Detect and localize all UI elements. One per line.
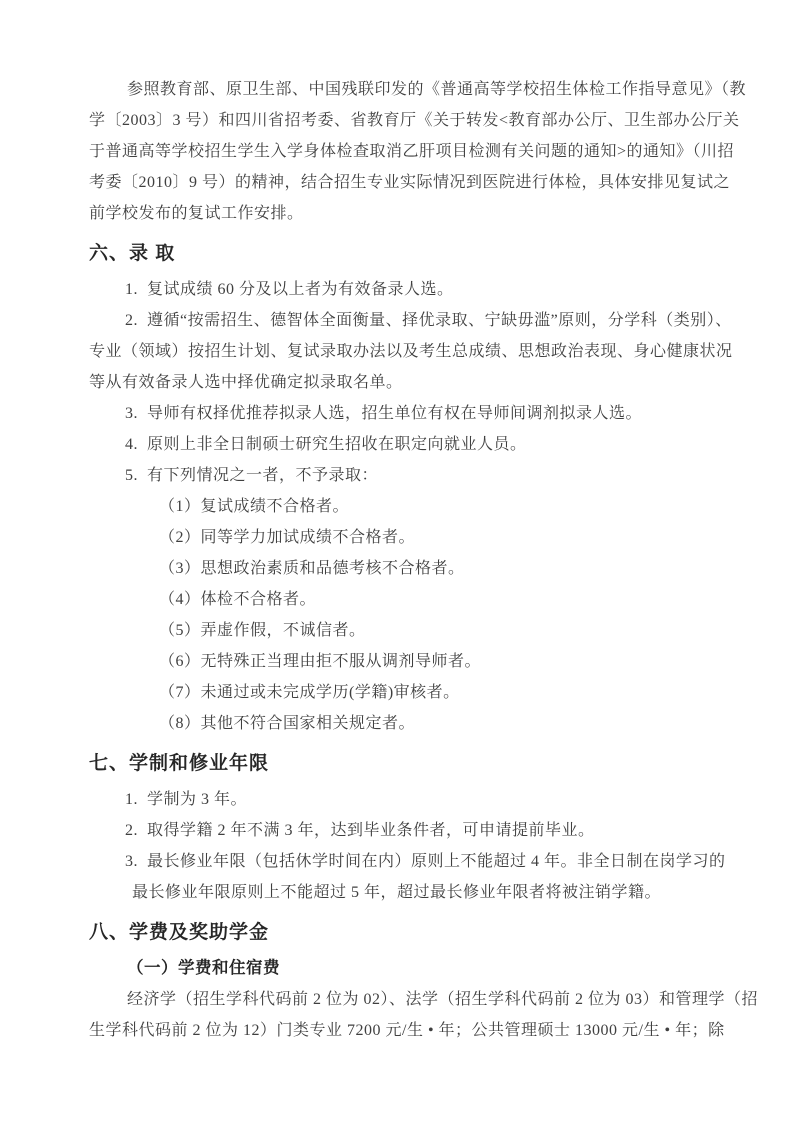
intro-line: 前学校发布的复试工作安排。	[89, 205, 304, 222]
sub-list-item: （3）思想政治素质和品德考核不合格者。	[159, 560, 465, 577]
fee-paragraph-line: 生学科代码前 2 位为 12）门类专业 7200 元/生 • 年；公共管理硕士 13000 元/生 • 年；除	[89, 1022, 725, 1039]
sub-list-item: （2）同等学力加试成绩不合格者。	[159, 529, 416, 546]
sub-list-item: （4）体检不合格者。	[159, 591, 317, 608]
list-item: 3. 最长修业年限（包括休学时间在内）原则上不能超过 4 年。非全日制在岗学习的	[125, 853, 726, 870]
list-item: 3. 导师有权择优推荐拟录人选，招生单位有权在导师间调剂拟录人选。	[125, 405, 643, 422]
section-duration-heading: 七、学制和修业年限	[89, 753, 270, 774]
sub-list-item: （6）无特殊正当理由拒不服从调剂导师者。	[159, 653, 482, 670]
sub-list-item: （8）其他不符合国家相关规定者。	[159, 715, 416, 732]
intro-line: 于普通高等学校招生学生入学身体检查取消乙肝项目检测有关问题的通知>的通知》（川招	[89, 143, 735, 160]
list-item: 1. 复试成绩 60 分及以上者为有效备录人选。	[125, 281, 454, 298]
list-item: 1. 学制为 3 年。	[125, 791, 248, 808]
list-item-continuation: 等从有效备录人选中择优确定拟录取名单。	[89, 374, 403, 391]
list-item-continuation: 专业（领域）按招生计划、复试录取办法以及考生总成绩、思想政治表现、身心健康状况	[89, 343, 733, 360]
list-item: 2. 取得学籍 2 年不满 3 年，达到毕业条件者，可申请提前毕业。	[125, 822, 595, 839]
section-tuition-heading: 八、学费及奖助学金	[89, 922, 270, 943]
list-item-continuation: 最长修业年限原则上不能超过 5 年，超过最长修业年限者将被注销学籍。	[132, 884, 662, 901]
intro-line: 学〔2003〕3 号）和四川省招考委、省教育厅《关于转发<教育部办公厅、卫生部办公厅关	[89, 112, 740, 129]
intro-line: 考委〔2010〕9 号）的精神，结合招生专业实际情况到医院进行体检，具体安排见复试之	[89, 174, 731, 191]
intro-line: 参照教育部、原卫生部、中国残联印发的《普通高等学校招生体检工作指导意见》（教	[127, 81, 747, 98]
sub-list-item: （5）弄虚作假，不诚信者。	[159, 622, 366, 639]
fee-paragraph-line: 经济学（招生学科代码前 2 位为 02）、法学（招生学科代码前 2 位为 03）和管理学（招	[127, 991, 759, 1008]
list-item: 4. 原则上非全日制硕士研究生招收在职定向就业人员。	[125, 436, 527, 453]
list-item: 5. 有下列情况之一者，不予录取：	[125, 467, 379, 484]
list-item: 2. 遵循“按需招生、德智体全面衡量、择优录取、宁缺毋滥”原则，分学科（类别）、	[125, 312, 732, 329]
section-admission-heading: 六、录 取	[89, 243, 176, 264]
subsection-fees-heading: （一）学费和住宿费	[127, 959, 280, 977]
sub-list-item: （1）复试成绩不合格者。	[159, 498, 350, 515]
sub-list-item: （7）未通过或未完成学历(学籍)审核者。	[159, 684, 460, 701]
document-content	[89, 74, 759, 1046]
